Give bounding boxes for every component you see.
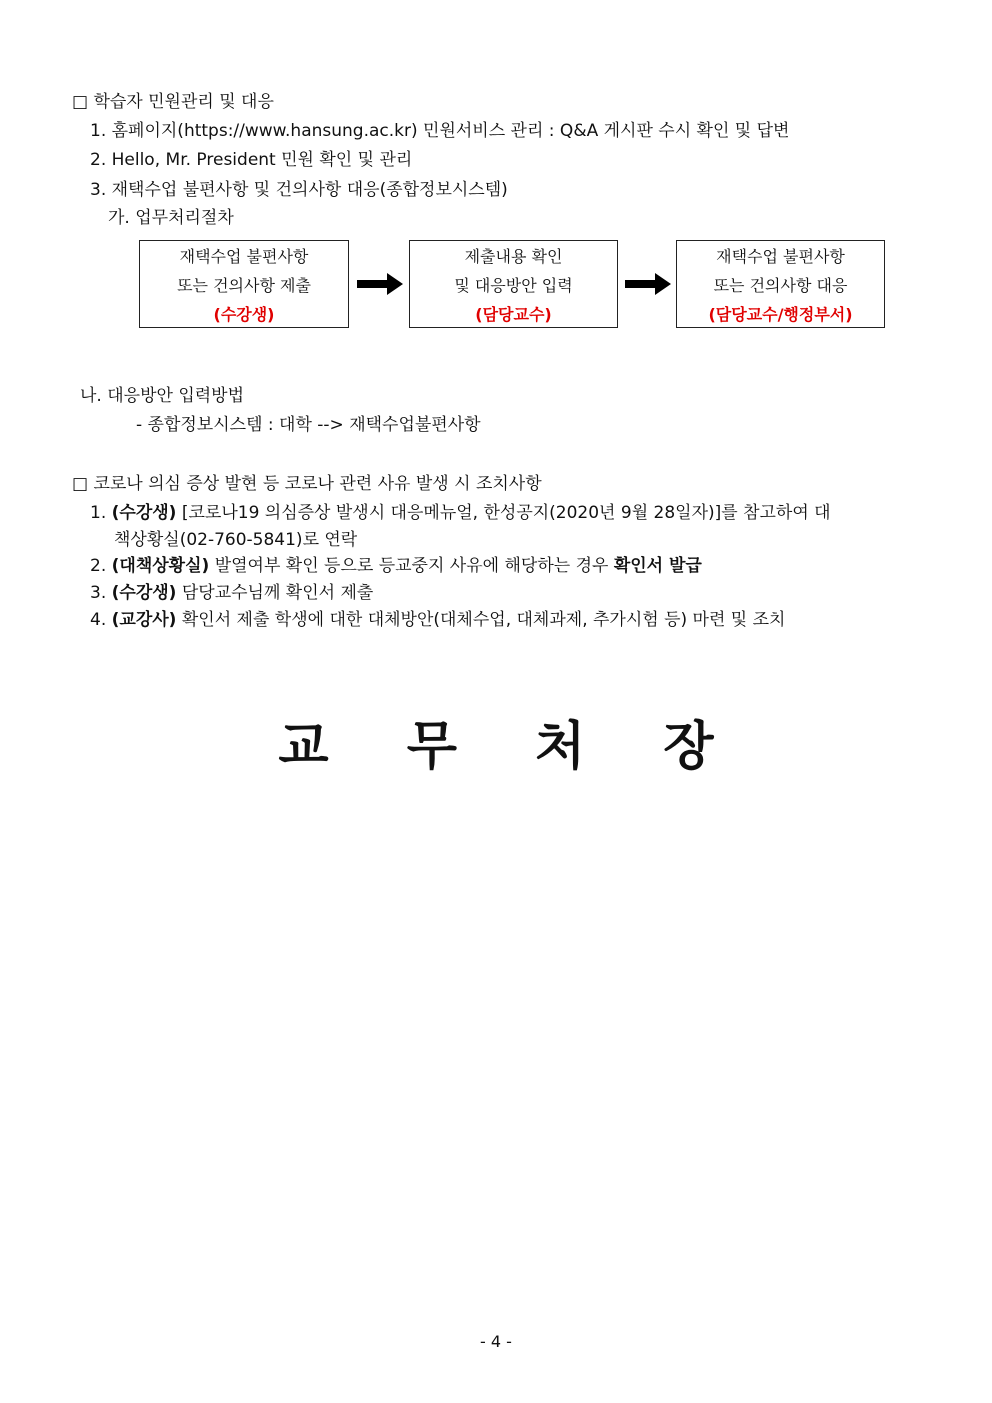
flow-step-submit-line1: 재택수업 불편사항 <box>179 247 309 266</box>
actor-label: (대책상황실) <box>111 556 210 576</box>
item-number: 1. <box>90 503 107 523</box>
flow-step-submit <box>139 240 349 328</box>
item-number: 3. <box>90 583 107 603</box>
flow-step-submit-actor: (수강생) <box>213 305 275 324</box>
flow-step-review-line1: 제출내용 확인 <box>464 247 563 266</box>
section2-item-2 <box>90 554 702 578</box>
subheading-input-method: 나. 대응방안 입력방법 <box>80 386 245 406</box>
flow-step-respond <box>676 240 885 328</box>
flow-step-review-line2: 및 대응방안 입력 <box>454 276 573 295</box>
flow-step-respond-actor: (담당교수/행정부서) <box>708 305 853 324</box>
item-text: 발열여부 확인 등으로 등교중지 사유에 해당하는 경우 <box>214 556 609 576</box>
flow-step-review-actor: (담당교수) <box>475 305 552 324</box>
actor-label: (수강생) <box>111 583 177 603</box>
input-method-detail: - 종합정보시스템 : 대학 --> 재택수업불편사항 <box>136 415 481 435</box>
section2-item-3 <box>90 581 373 605</box>
subheading-procedure: 가. 업무처리절차 <box>108 208 234 228</box>
flow-step-respond-line2: 또는 건의사항 대응 <box>713 276 848 295</box>
section2-heading: □ 코로나 의심 증상 발현 등 코로나 관련 사유 발생 시 조치사항 <box>72 474 542 494</box>
item-number: 2. <box>90 556 107 576</box>
section1-item-1: 1. 홈페이지(https://www.hansung.ac.kr) 민원서비스 관리 : Q&A 게시판 수시 확인 및 답변 <box>90 121 790 141</box>
page-number: - 4 - <box>480 1332 512 1351</box>
section2-item-1 <box>90 501 831 525</box>
section1-heading: □ 학습자 민원관리 및 대응 <box>72 92 274 112</box>
flow-step-submit-line2: 또는 건의사항 제출 <box>177 276 311 295</box>
right-arrow-icon <box>625 273 671 295</box>
actor-label: (수강생) <box>111 503 177 523</box>
section2-item-1-continued: 책상황실(02-760-5841)로 연락 <box>114 530 358 550</box>
flow-step-review <box>409 240 618 328</box>
actor-label: (교강사) <box>111 610 177 630</box>
item-text: 확인서 제출 학생에 대한 대체방안(대체수업, 대체과제, 추가시험 등) 마련 및 조치 <box>181 610 786 630</box>
signature-title: 교 무 처 장 <box>278 717 744 777</box>
flow-step-respond-line1: 재택수업 불편사항 <box>716 247 845 266</box>
section1-item-3: 3. 재택수업 불편사항 및 건의사항 대응(종합정보시스템) <box>90 180 508 200</box>
section2-item-4 <box>90 608 785 632</box>
item-number: 4. <box>90 610 107 630</box>
item-text: [코로나19 의심증상 발생시 대응메뉴얼, 한성공지(2020년 9월 28일자)]를 참고하여 대 <box>181 503 831 523</box>
section1-item-2: 2. Hello, Mr. President 민원 확인 및 관리 <box>90 150 413 170</box>
right-arrow-icon <box>357 273 403 295</box>
item-text: 담당교수님께 확인서 제출 <box>181 583 374 603</box>
emphasis-text: 확인서 발급 <box>613 556 702 576</box>
